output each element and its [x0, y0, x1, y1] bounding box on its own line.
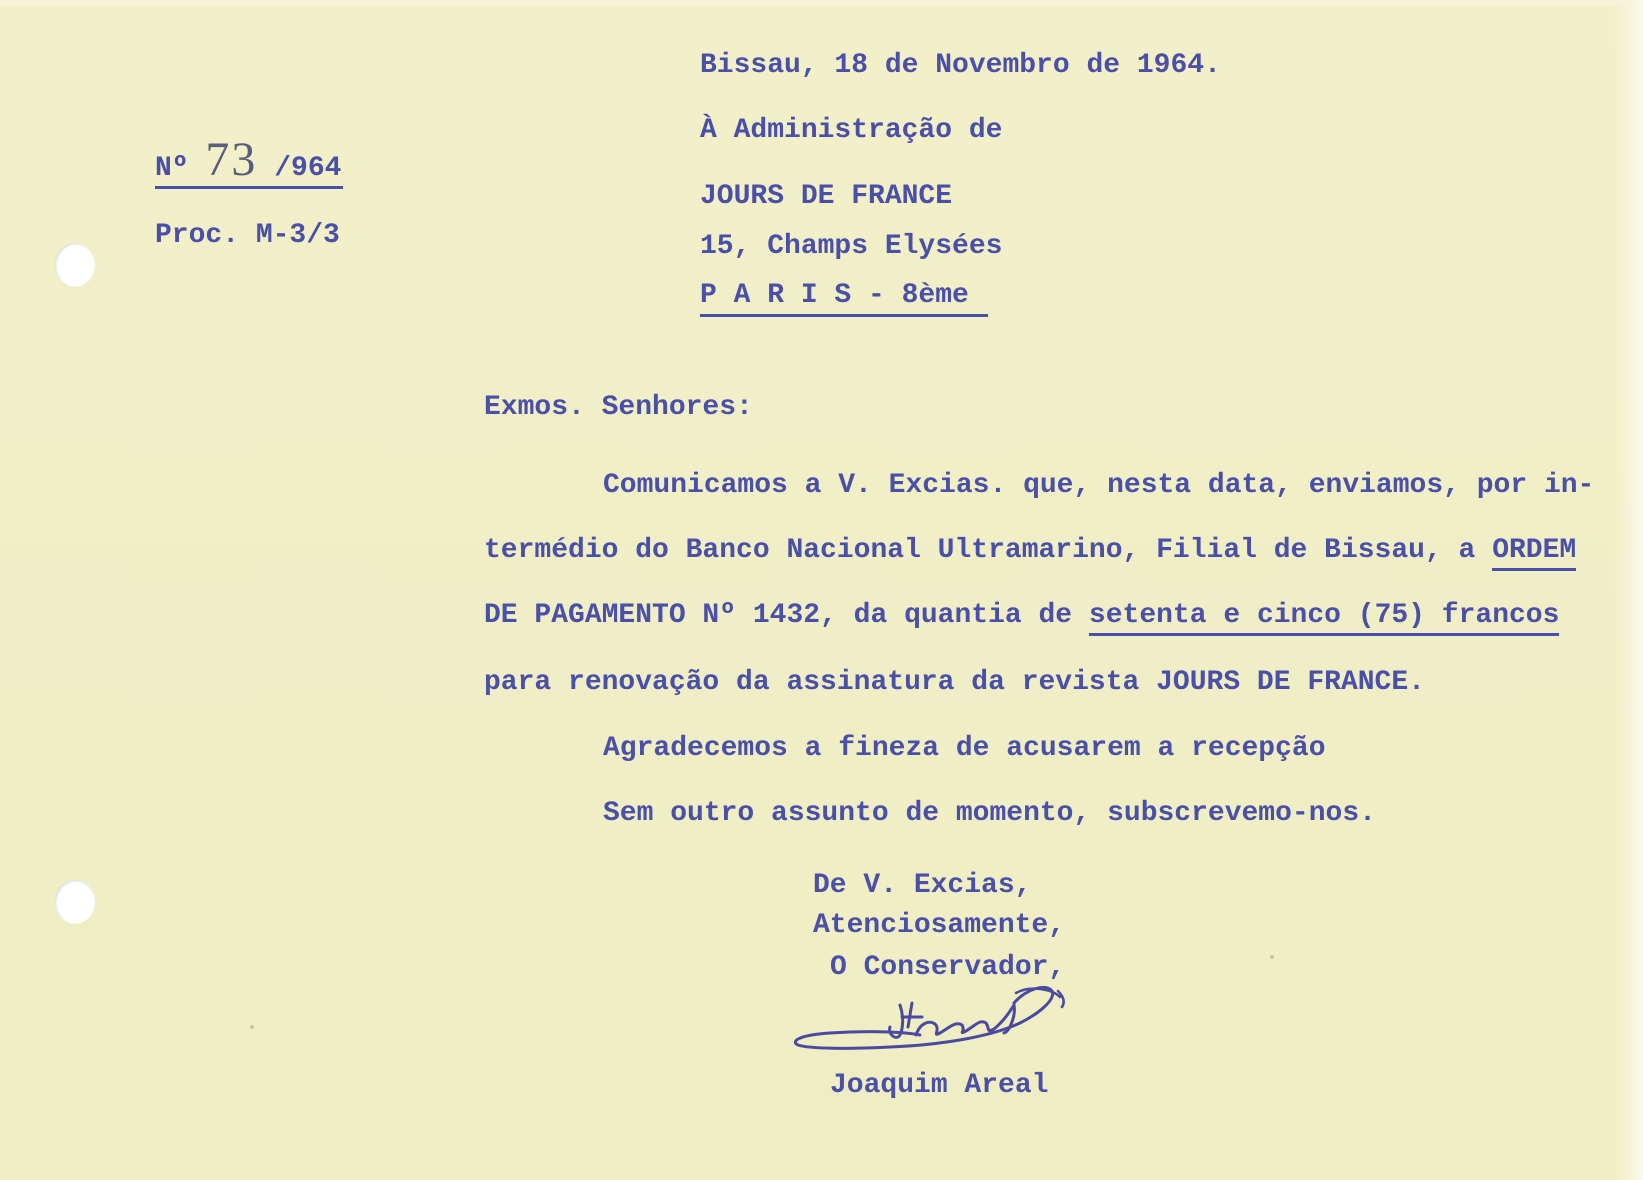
reference-number-suffix: /964: [274, 153, 342, 184]
body-line-3-text: DE PAGAMENTO Nº 1432, da quantia de: [484, 600, 1073, 631]
recipient-street: 15, Champs Elysées: [700, 231, 1003, 262]
body-line-2-text: termédio do Banco Nacional Ultramarino, Filial de Bissau, a: [484, 535, 1476, 566]
valediction-1: De V. Excias,: [813, 870, 1032, 901]
body-line-3: [484, 600, 1559, 631]
paper-right-edge: [1613, 0, 1643, 1180]
letter-date: Bissau, 18 de Novembro de 1964.: [700, 50, 1221, 81]
paper-speck: [1270, 955, 1274, 959]
punch-hole-upper: [55, 243, 95, 287]
reference-number: [155, 132, 341, 187]
salutation: Exmos. Senhores:: [484, 392, 753, 423]
reference-underline: [155, 186, 343, 189]
signature: [790, 975, 1100, 1085]
paper-top-edge: [0, 0, 1643, 6]
recipient-city: P A R I S - 8ème: [700, 280, 969, 311]
closing-line: Sem outro assunto de momento, subscrevemo-nos.: [603, 798, 1376, 829]
body-line-4: para renovação da assinatura da revista JOURS DE FRANCE.: [484, 667, 1425, 698]
payment-amount: setenta e cinco (75) francos: [1089, 600, 1559, 636]
addressee-line: À Administração de: [700, 115, 1003, 146]
body-line-2: [484, 535, 1576, 566]
valediction-2: Atenciosamente,: [813, 910, 1066, 941]
signer-title: O Conservador,: [830, 952, 1066, 983]
reference-number-handwritten: 73: [205, 133, 258, 186]
recipient-name: JOURS DE FRANCE: [700, 181, 953, 212]
signer-name: Joaquim Areal: [830, 1070, 1049, 1101]
body-line-1: Comunicamos a V. Excias. que, nesta data, enviamos, por in-: [603, 470, 1595, 501]
thanks-line: Agradecemos a fineza de acusarem a recepção: [603, 733, 1326, 764]
reference-number-prefix: Nº: [155, 153, 189, 184]
punch-hole-lower: [55, 880, 95, 924]
order-word: ORDEM: [1492, 535, 1576, 571]
paper-speck: [250, 1025, 254, 1029]
city-underline: [700, 314, 988, 317]
process-reference: Proc. M-3/3: [155, 220, 340, 251]
